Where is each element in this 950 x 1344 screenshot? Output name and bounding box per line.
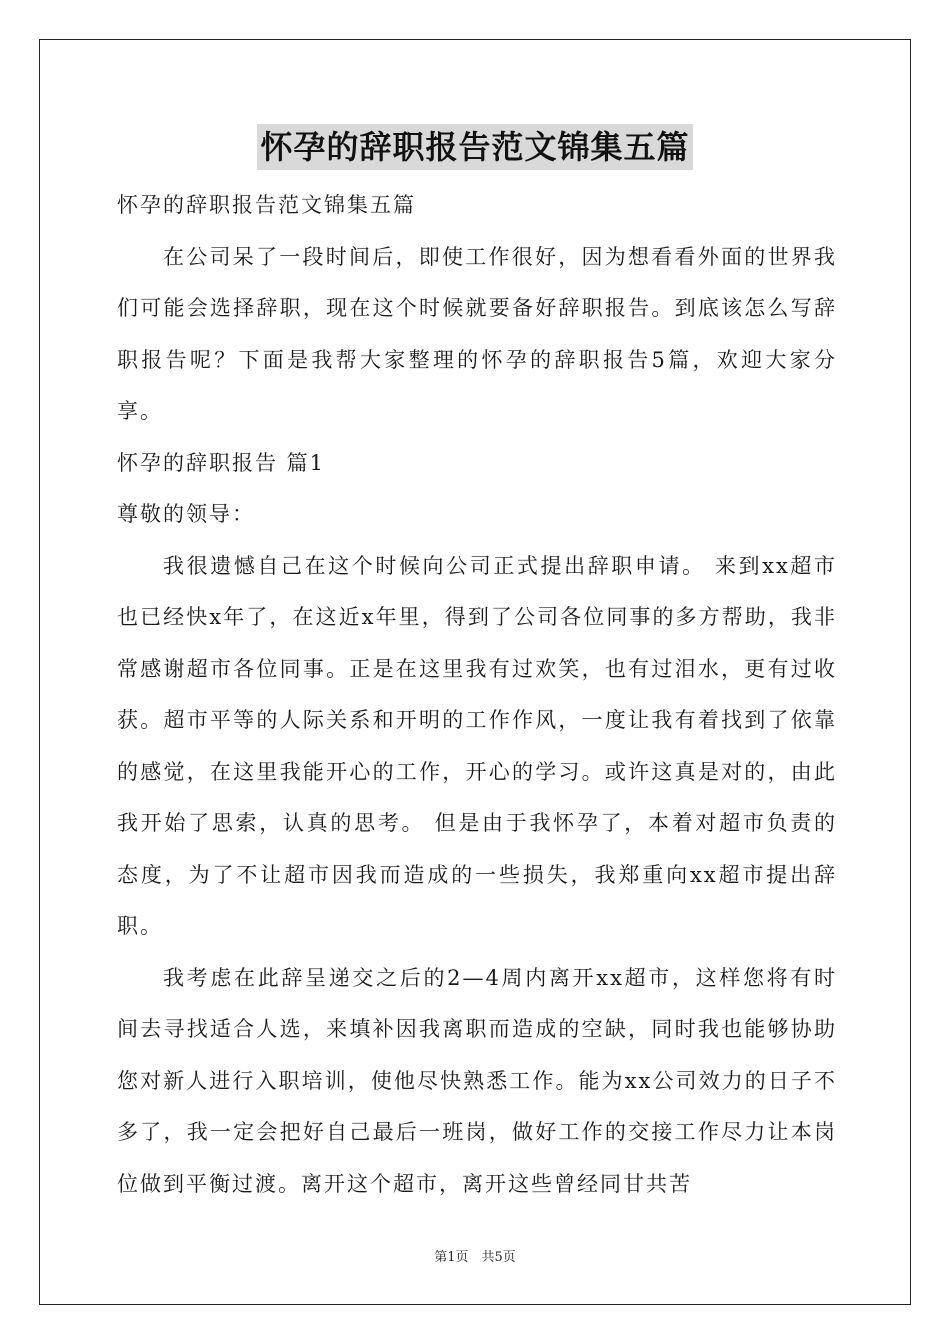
document-subtitle: 怀孕的辞职报告范文锦集五篇 <box>117 193 416 217</box>
section-heading: 怀孕的辞职报告 篇1 <box>117 450 326 475</box>
document-title: 怀孕的辞职报告范文锦集五篇 <box>257 124 692 170</box>
page-footer: 第1页 共5页 <box>434 1250 516 1265</box>
intro-paragraph: 在公司呆了一段时间后，即使工作很好，因为想看看外面的世界我们可能会选择辞职，现在这个时候就要备好辞职报告。到底该怎么写辞职报告呢？下面是我帮大家整理的怀孕的辞职报告5篇，欢迎大家分享。 <box>117 244 837 423</box>
salutation: 尊敬的领导： <box>117 502 255 526</box>
body-paragraph-2: 我考虑在此辞呈递交之后的2—4周内离开xx超市，这样您将有时间去寻找适合人选，来填补因我离职而造成的空缺，同时我也能够协助您对新人进行入职培训，使他尽快熟悉工作。能为xx公司效力的日子不多了，我一定会把好自己最后一班岗，做好工作的交接工作尽力让本岗位做到平衡过渡。离开这个超市，离开这些曾经同甘共苦 <box>117 965 837 1196</box>
document-body <box>117 180 837 1210</box>
title-container <box>0 124 950 170</box>
body-paragraph-1: 我很遗憾自己在这个时候向公司正式提出辞职申请。 来到xx超市也已经快x年了，在这近x年里，得到了公司各位同事的多方帮助，我非常感谢超市各位同事。正是在这里我有过欢笑，也有过泪水，更有过收获。超市平等的人际关系和开明的工作作风，一度让我有着找到了依靠的感觉，在这里我能开心的工作，开心的学习。或许这真是对的，由此我开始了思索，认真的思考。 但是由于我怀孕了，本着对超市负责的态度，为了不让超市因我而造成的一些损失，我郑重向xx超市提出辞职。 <box>117 553 837 938</box>
